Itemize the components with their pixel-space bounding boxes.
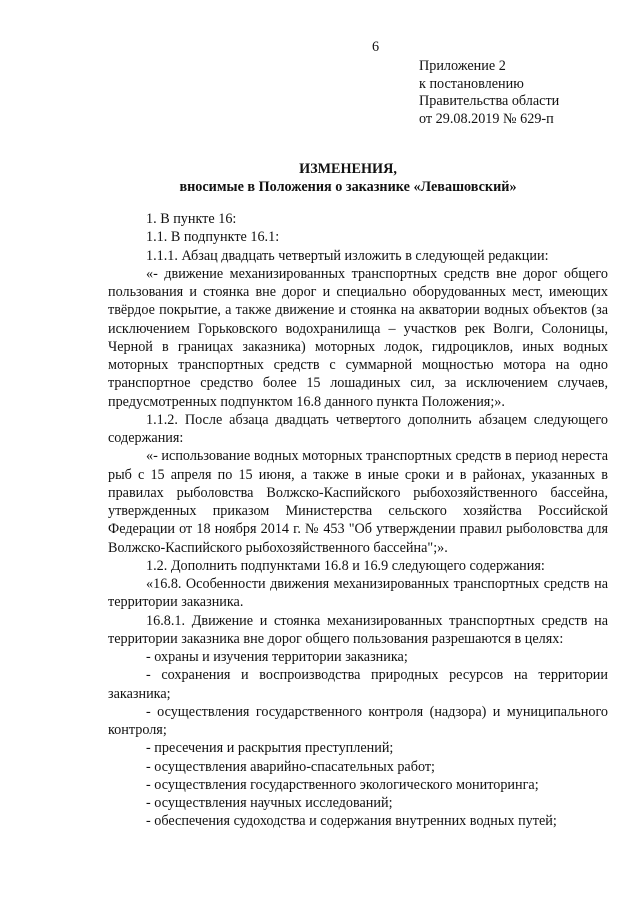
heading-title: ИЗМЕНЕНИЯ, (299, 161, 397, 177)
paragraph: 1.1. В подпункте 16.1: (146, 229, 280, 246)
paragraph: «16.8. Особенности движения механизированных транспортных средств на территории заказника. (108, 576, 608, 611)
list-item: - осуществления научных исследований; (146, 795, 393, 811)
document-heading (108, 160, 588, 196)
appendix-line: от 29.08.2019 № 629-п (419, 110, 554, 127)
document-body (108, 210, 608, 831)
paragraph: 1.1.2. После абзаца двадцать четвертого дополнить абзацем следующего содержания: (108, 411, 608, 446)
paragraph: 1.1.1. Абзац двадцать четвертый изложить в следующей редакции: (146, 247, 549, 264)
appendix-line: Приложение 2 (419, 58, 506, 74)
appendix-line: Правительства области (419, 93, 560, 109)
appendix-line: к постановлению (419, 75, 524, 92)
paragraph: «- движение механизированных транспортных средств вне дорог общего пользования и стоянка вне дорог и специально оборудованных мест, имеющих твёрдое покрытие, а также движение и стоянка на акватории водных объектов (за исключением Горьковского водохранилища – участков рек Волги, Солоницы, Черной в границах заказника) моторных лодок, гидроциклов, иных водных моторных транспортных средств с суммарной мощностью мотора на одно транспортное средство более 15 лошадиных сил, за исключением случаев, предусмотренных подпунктом 16.8 данного пункта Положения;». (108, 265, 608, 410)
heading-subtitle: вносимые в Положения о заказнике «Левашовский» (179, 179, 517, 195)
paragraph: 1. В пункте 16: (146, 211, 237, 227)
appendix-block (419, 58, 559, 128)
page-number: 6 (372, 39, 380, 55)
list-item: - пресечения и раскрытия преступлений; (146, 740, 394, 757)
list-item: - сохранения и воспроизводства природных ресурсов на территории заказника; (108, 667, 608, 702)
paragraph: «- использование водных моторных транспортных средств в период нереста рыб с 15 апреля по 15 июня, а также в иные сроки и в районах, указанных в правилах рыболовства Волжско-Каспийского рыбохозяйственного бассейна, утвержденных приказом Министерства сельского хозяйства Российской Федерации от 18 ноября 2014 г. № 453 "Об утверждении правил рыболовства для Волжско-Каспийского рыбохозяйственного бассейна";». (108, 448, 608, 556)
list-item: - осуществления государственного контроля (надзора) и муниципального контроля; (108, 703, 608, 738)
list-item: - обеспечения судоходства и содержания внутренних водных путей; (146, 813, 557, 830)
paragraph: 16.8.1. Движение и стоянка механизированных транспортных средств на территории заказника вне дорог общего пользования разрешаются в целях: (108, 612, 608, 647)
list-item: - осуществления государственного экологического мониторинга; (146, 776, 539, 793)
paragraph: 1.2. Дополнить подпунктами 16.8 и 16.9 следующего содержания: (146, 557, 545, 574)
list-item: - охраны и изучения территории заказника; (146, 649, 408, 665)
list-item: - осуществления аварийно-спасательных работ; (146, 758, 435, 775)
